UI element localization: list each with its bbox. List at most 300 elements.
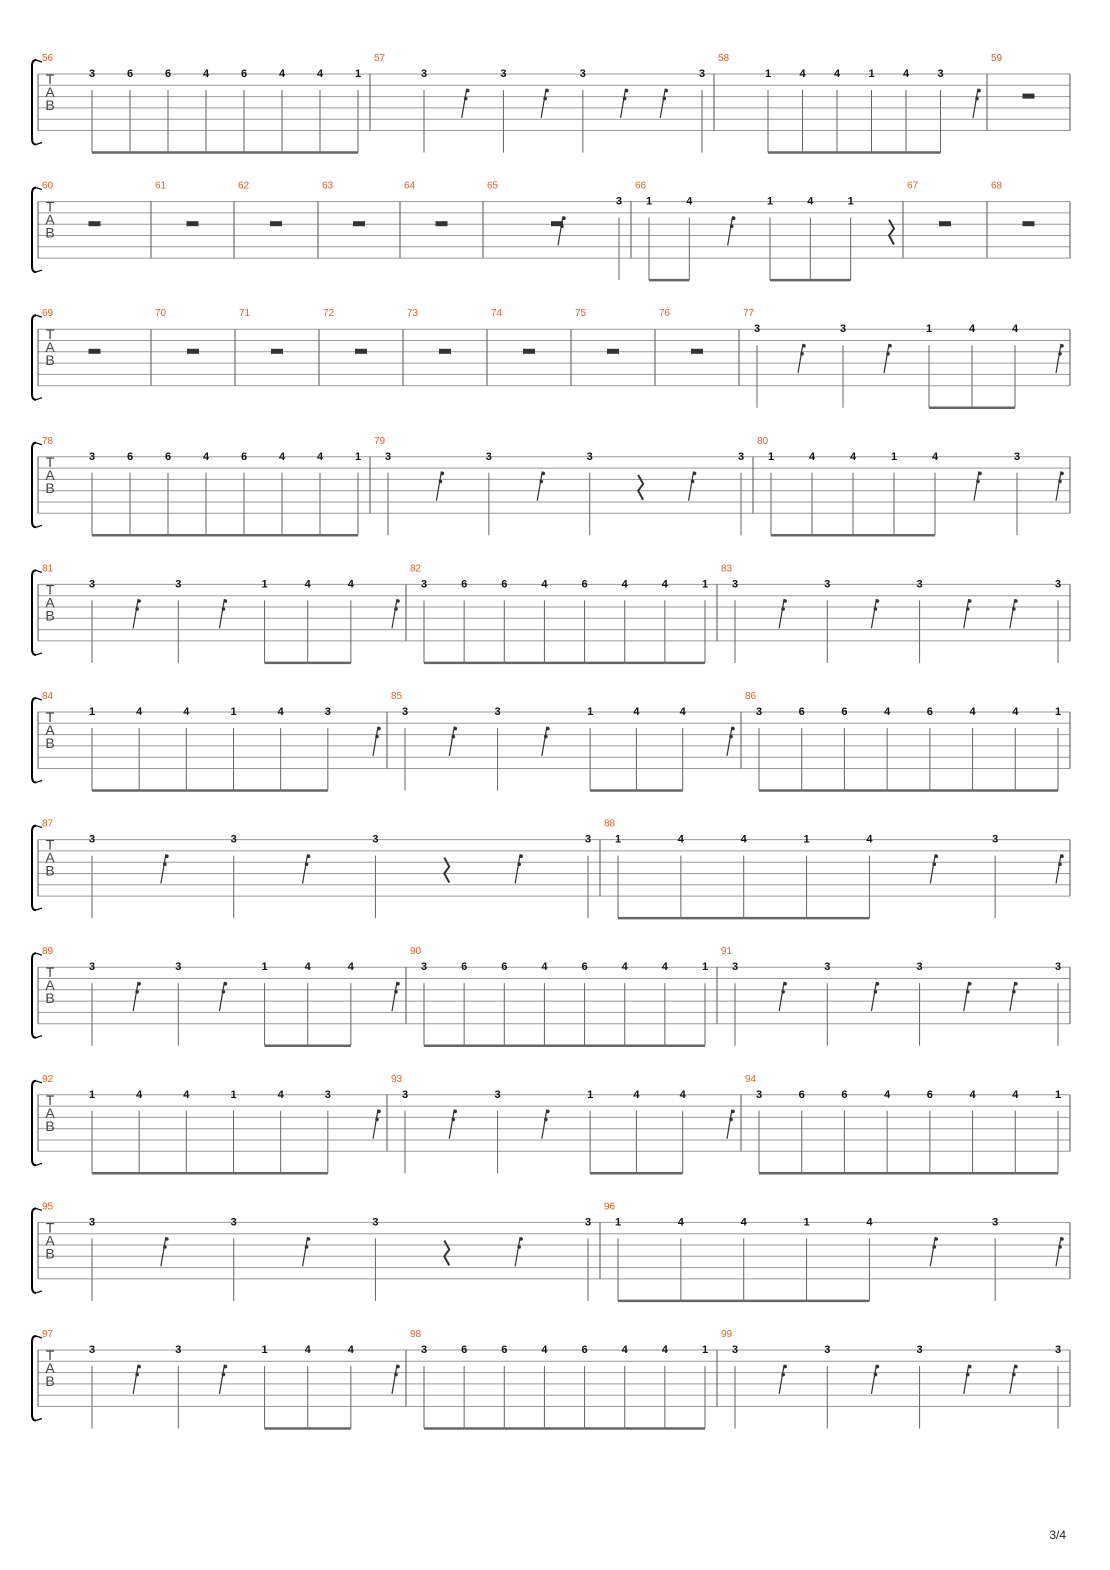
measure-number: 76 <box>659 308 671 320</box>
fret-number: 3 <box>992 833 999 846</box>
tab-system <box>32 819 1070 919</box>
fret-number: 6 <box>164 450 172 463</box>
fret-number: 6 <box>798 706 805 718</box>
measure-number: 92 <box>42 1073 54 1085</box>
bracket-tip <box>36 1291 42 1293</box>
fret-number: 6 <box>501 961 508 974</box>
fret-number: 6 <box>501 1344 508 1356</box>
tab-clef-letter: T <box>45 709 55 725</box>
measure-number: 69 <box>42 308 54 320</box>
fret-number: 1 <box>261 961 268 974</box>
rest-mark <box>89 221 101 226</box>
tab-system <box>32 563 1070 663</box>
fret-number: 4 <box>969 1088 976 1101</box>
fret-number: 4 <box>541 578 548 591</box>
tab-clef-letter: T <box>45 1219 55 1236</box>
measure-72 <box>323 308 367 354</box>
bracket-tip <box>36 1419 42 1421</box>
measure-number: 56 <box>42 53 54 64</box>
measure-number: 84 <box>42 691 54 702</box>
rest-mark <box>515 854 523 883</box>
measure-74 <box>491 308 535 354</box>
rest-mark <box>691 349 703 354</box>
fret-number: 4 <box>621 578 628 591</box>
bracket-tip <box>36 143 42 145</box>
rest-mark <box>727 1109 735 1138</box>
measure-number: 95 <box>42 1201 54 1213</box>
rest-mark <box>523 349 535 354</box>
system-bracket <box>32 1336 36 1421</box>
fret-number: 3 <box>937 68 944 80</box>
fret-number: 3 <box>753 323 761 336</box>
measure-90 <box>410 946 708 1045</box>
measure-number: 66 <box>635 180 647 192</box>
fret-number: 1 <box>88 706 96 718</box>
fret-number: 3 <box>420 1344 428 1356</box>
fret-number: 6 <box>501 578 508 591</box>
system-bracket <box>32 570 36 655</box>
fret-number: 4 <box>1011 323 1019 336</box>
fret-number: 4 <box>679 706 686 718</box>
rest-mark <box>1023 94 1035 99</box>
fret-number: 4 <box>677 1216 684 1229</box>
measure-number: 73 <box>407 308 419 320</box>
tab-system <box>32 1329 1070 1429</box>
fret-number: 4 <box>633 706 640 718</box>
fret-number: 3 <box>384 450 392 463</box>
tab-clef-letter: A <box>45 594 55 611</box>
page-number: 3/4 <box>1049 1528 1066 1542</box>
fret-number: 1 <box>230 1088 237 1101</box>
fret-number: 3 <box>500 68 507 80</box>
rest-mark <box>1010 599 1018 628</box>
measure-80 <box>757 436 1064 536</box>
measure-number: 64 <box>404 180 416 192</box>
fret-number: 1 <box>261 578 268 591</box>
tab-system <box>32 691 1070 791</box>
fret-number: 3 <box>324 706 331 718</box>
fret-number: 4 <box>278 450 286 463</box>
rest-mark <box>939 221 951 226</box>
rest-mark <box>689 471 697 500</box>
tab-clef-letter: A <box>45 1104 55 1121</box>
fret-number: 1 <box>614 1216 622 1229</box>
fret-number: 3 <box>579 68 586 80</box>
measure-67 <box>907 181 951 227</box>
measure-64 <box>404 181 448 227</box>
fret-number: 4 <box>278 68 286 80</box>
fret-number: 6 <box>841 1088 848 1101</box>
tab-system <box>32 1201 1070 1301</box>
rest-mark <box>436 471 444 500</box>
tab-clef-letter: A <box>45 84 55 100</box>
fret-number: 4 <box>808 450 816 463</box>
measure-number: 70 <box>155 308 167 320</box>
tab-clef-letter: T <box>45 1347 55 1363</box>
rest-mark <box>219 982 227 1011</box>
tab-system <box>32 1074 1070 1174</box>
fret-number: 1 <box>645 195 653 208</box>
rest-mark <box>871 1365 879 1394</box>
measure-65 <box>487 181 622 281</box>
measure-number: 85 <box>391 691 403 702</box>
tab-system <box>32 181 1070 281</box>
rest-mark <box>515 1237 523 1266</box>
measure-57 <box>374 53 705 153</box>
measure-number: 97 <box>42 1329 54 1340</box>
fret-number: 3 <box>175 578 182 591</box>
bracket-tip <box>36 908 42 910</box>
fret-number: 4 <box>799 68 806 80</box>
fret-number: 4 <box>347 961 354 974</box>
rest-mark <box>728 216 736 245</box>
rest-mark <box>355 349 367 354</box>
measure-95 <box>42 1201 591 1301</box>
fret-number: 1 <box>354 450 362 463</box>
bracket-tip <box>36 398 42 400</box>
fret-number: 6 <box>841 706 848 718</box>
system-bracket <box>32 698 36 783</box>
system-bracket <box>32 315 36 400</box>
tab-clef-letter: T <box>45 1091 55 1108</box>
rest-mark <box>439 349 451 354</box>
rest-mark <box>449 727 457 756</box>
fret-number: 3 <box>88 1344 96 1356</box>
measure-66 <box>635 181 894 281</box>
measure-82 <box>410 563 708 663</box>
fret-number: 3 <box>824 961 831 974</box>
fret-number: 4 <box>304 961 311 974</box>
rest-mark <box>133 1365 141 1394</box>
bracket-tip <box>36 270 42 272</box>
fret-number: 3 <box>494 1088 501 1101</box>
fret-number: 4 <box>316 68 324 80</box>
fret-number: 4 <box>866 833 873 846</box>
fret-number: 3 <box>1054 1344 1062 1356</box>
fret-number: 3 <box>230 1216 237 1229</box>
fret-number: 4 <box>740 1216 747 1229</box>
fret-number: 3 <box>175 1344 182 1356</box>
fret-number: 6 <box>164 68 172 80</box>
fret-number: 6 <box>798 1088 805 1101</box>
measure-number: 68 <box>991 180 1003 192</box>
fret-number: 3 <box>586 450 593 463</box>
fret-number: 4 <box>661 961 668 974</box>
rest-mark <box>89 349 101 354</box>
bracket-tip <box>36 525 42 527</box>
fret-number: 4 <box>1012 1088 1019 1101</box>
fret-number: 1 <box>587 1088 594 1101</box>
tab-clef-letter: T <box>45 581 55 598</box>
rest-mark <box>219 599 227 628</box>
system-bracket <box>32 1208 36 1293</box>
fret-number: 3 <box>839 323 847 336</box>
fret-number: 6 <box>461 1344 468 1356</box>
measure-56 <box>42 53 361 153</box>
tab-clef-letter: A <box>45 1360 55 1376</box>
measure-94 <box>745 1074 1061 1174</box>
fret-number: 4 <box>661 578 668 591</box>
measure-number: 83 <box>721 563 733 575</box>
measure-87 <box>42 819 591 919</box>
fret-number: 3 <box>401 1088 409 1101</box>
rest-mark <box>353 221 365 226</box>
rest-mark <box>964 982 972 1011</box>
rest-mark <box>392 599 400 628</box>
bracket-tip <box>36 653 42 655</box>
fret-number: 4 <box>969 706 976 718</box>
measure-93 <box>391 1074 735 1174</box>
rest-mark <box>798 344 806 373</box>
measure-83 <box>721 563 1061 663</box>
fret-number: 3 <box>324 1088 331 1101</box>
measure-number: 94 <box>745 1073 757 1085</box>
rest-mark <box>537 471 545 500</box>
fret-number: 1 <box>261 1344 268 1356</box>
measure-96 <box>604 1201 1064 1301</box>
fret-number: 3 <box>731 1344 739 1356</box>
fret-number: 3 <box>175 961 182 974</box>
measure-99 <box>721 1329 1061 1429</box>
fret-number: 6 <box>581 961 588 974</box>
rest-mark <box>303 1237 311 1266</box>
tab-clef-letter: B <box>45 990 55 1007</box>
measure-number: 98 <box>410 1329 422 1340</box>
rest-mark <box>638 475 643 500</box>
fret-number: 6 <box>126 450 134 463</box>
rest-mark <box>542 727 550 756</box>
fret-number: 4 <box>347 578 354 591</box>
rest-mark <box>462 89 470 118</box>
rest-mark <box>779 1365 787 1394</box>
rest-mark <box>930 1237 938 1266</box>
rest-mark <box>133 599 141 628</box>
rest-mark <box>133 982 141 1011</box>
fret-number: 4 <box>677 833 684 846</box>
measure-number: 57 <box>374 53 386 64</box>
rest-mark <box>607 349 619 354</box>
measure-number: 86 <box>745 691 757 702</box>
fret-number: 4 <box>541 1344 548 1356</box>
fret-number: 6 <box>126 68 134 80</box>
measure-91 <box>721 946 1061 1045</box>
measure-88 <box>604 819 1064 919</box>
rest-mark <box>541 89 549 118</box>
fret-number: 3 <box>88 68 96 80</box>
measure-number: 89 <box>42 946 54 958</box>
rest-mark <box>219 1365 227 1394</box>
rest-mark <box>449 1109 457 1138</box>
tab-clef-letter: A <box>45 849 55 866</box>
fret-number: 1 <box>767 450 775 463</box>
measure-number: 88 <box>604 818 616 830</box>
fret-number: 4 <box>686 195 693 208</box>
tab-clef-letter: B <box>45 224 55 241</box>
fret-number: 4 <box>277 706 284 718</box>
measure-number: 90 <box>410 946 422 958</box>
fret-number: 1 <box>88 1088 96 1101</box>
fret-number: 4 <box>833 68 841 80</box>
fret-number: 1 <box>701 1344 709 1356</box>
rest-mark <box>727 727 735 756</box>
fret-number: 4 <box>183 706 190 718</box>
rest-mark <box>621 89 629 118</box>
fret-number: 4 <box>866 1216 873 1229</box>
tab-clef-letter: T <box>45 326 55 343</box>
fret-number: 1 <box>587 706 594 718</box>
fret-number: 3 <box>615 195 623 208</box>
fret-number: 4 <box>740 833 747 846</box>
measure-75 <box>575 308 619 354</box>
fret-number: 1 <box>803 833 810 846</box>
fret-number: 3 <box>584 1216 592 1229</box>
fret-number: 3 <box>420 578 428 591</box>
fret-number: 3 <box>916 1344 923 1356</box>
tab-clef-letter: A <box>45 339 55 356</box>
fret-number: 3 <box>824 1344 831 1356</box>
rest-mark <box>871 982 879 1011</box>
measure-number: 61 <box>155 180 167 192</box>
rest-mark <box>1056 1237 1064 1266</box>
measure-63 <box>322 181 365 227</box>
fret-number: 1 <box>803 1216 810 1229</box>
measure-number: 71 <box>239 308 251 320</box>
measure-number: 99 <box>721 1329 733 1340</box>
fret-number: 4 <box>679 1088 686 1101</box>
tab-clef-letter: A <box>45 722 55 738</box>
tab-clef-letter: A <box>45 977 55 994</box>
fret-number: 3 <box>1013 450 1021 463</box>
measure-79 <box>374 436 744 536</box>
tab-system <box>32 308 1070 408</box>
tab-clef-letter: B <box>45 352 55 369</box>
system-bracket <box>32 1081 36 1166</box>
rest-mark <box>558 216 566 245</box>
fret-number: 4 <box>633 1088 640 1101</box>
fret-number: 6 <box>926 1088 933 1101</box>
measure-number: 82 <box>410 563 422 575</box>
fret-number: 1 <box>701 961 709 974</box>
tab-clef-letter: T <box>45 71 55 87</box>
measure-77 <box>743 308 1064 408</box>
fret-number: 4 <box>621 961 628 974</box>
measure-62 <box>238 181 282 227</box>
bracket-tip <box>36 1036 42 1038</box>
fret-number: 3 <box>88 450 96 463</box>
tab-clef-letter: T <box>45 964 55 981</box>
fret-number: 3 <box>420 68 428 80</box>
measure-61 <box>155 181 199 227</box>
fret-number: 4 <box>849 450 857 463</box>
rest-mark <box>187 221 199 226</box>
measure-78 <box>42 436 361 536</box>
fret-number: 4 <box>202 450 210 463</box>
rest-mark <box>1023 221 1035 226</box>
tab-system <box>32 436 1070 536</box>
fret-number: 3 <box>485 450 492 463</box>
tab-clef-letter: B <box>45 479 55 496</box>
tab-clef-letter: B <box>45 735 55 751</box>
rest-mark <box>392 1365 400 1394</box>
fret-number: 4 <box>621 1344 628 1356</box>
rest-mark <box>187 349 199 354</box>
fret-number: 4 <box>277 1088 284 1101</box>
fret-number: 3 <box>755 706 763 718</box>
measure-71 <box>239 308 283 354</box>
fret-number: 3 <box>731 961 739 974</box>
measure-number: 65 <box>487 180 499 192</box>
system-bracket <box>32 953 36 1037</box>
rest-mark <box>1056 854 1064 883</box>
rest-mark <box>270 221 282 226</box>
fret-number: 4 <box>931 450 939 463</box>
fret-number: 3 <box>88 833 96 846</box>
measure-number: 67 <box>907 180 919 192</box>
tab-clef-letter: B <box>45 1245 55 1262</box>
rest-mark <box>1056 344 1064 373</box>
fret-number: 4 <box>884 1088 891 1101</box>
measure-number: 93 <box>391 1073 403 1085</box>
measure-number: 79 <box>374 435 386 447</box>
fret-number: 3 <box>1054 961 1062 974</box>
fret-number: 6 <box>240 450 248 463</box>
fret-number: 3 <box>916 578 923 591</box>
fret-number: 3 <box>88 961 96 974</box>
tab-clef-letter: B <box>45 1117 55 1134</box>
fret-number: 3 <box>494 706 501 718</box>
rest-mark <box>392 982 400 1011</box>
fret-number: 3 <box>916 961 923 974</box>
fret-number: 4 <box>316 450 324 463</box>
fret-number: 3 <box>1054 578 1062 591</box>
fret-number: 3 <box>731 578 739 591</box>
measure-number: 81 <box>42 563 54 575</box>
fret-number: 1 <box>766 195 774 208</box>
rest-mark <box>161 1237 169 1266</box>
tab-clef-letter: T <box>45 836 55 853</box>
rest-mark <box>930 854 938 883</box>
rest-mark <box>1010 982 1018 1011</box>
fret-number: 6 <box>581 1344 588 1356</box>
rest-mark <box>542 1109 550 1138</box>
tab-clef-letter: B <box>45 97 55 113</box>
fret-number: 3 <box>755 1088 763 1101</box>
bracket-tip <box>36 781 42 783</box>
fret-number: 6 <box>461 961 468 974</box>
fret-number: 4 <box>884 706 891 718</box>
measure-number: 58 <box>718 53 730 64</box>
measure-98 <box>410 1329 708 1429</box>
fret-number: 3 <box>420 961 428 974</box>
fret-number: 1 <box>890 450 898 463</box>
system-bracket <box>32 826 36 911</box>
rest-mark <box>1056 471 1064 500</box>
measure-59 <box>991 53 1035 99</box>
tab-clef-letter: B <box>45 607 55 624</box>
rest-mark <box>871 599 879 628</box>
fret-number: 1 <box>354 68 362 80</box>
system-bracket <box>32 188 36 273</box>
fret-number: 1 <box>1054 706 1062 718</box>
fret-number: 4 <box>968 323 976 336</box>
measure-number: 63 <box>322 180 334 192</box>
rest-mark <box>660 89 668 118</box>
fret-number: 3 <box>824 578 831 591</box>
fret-number: 4 <box>136 706 143 718</box>
measure-92 <box>42 1074 381 1174</box>
rest-mark <box>1010 1365 1018 1394</box>
tab-clef-letter: T <box>45 453 55 470</box>
